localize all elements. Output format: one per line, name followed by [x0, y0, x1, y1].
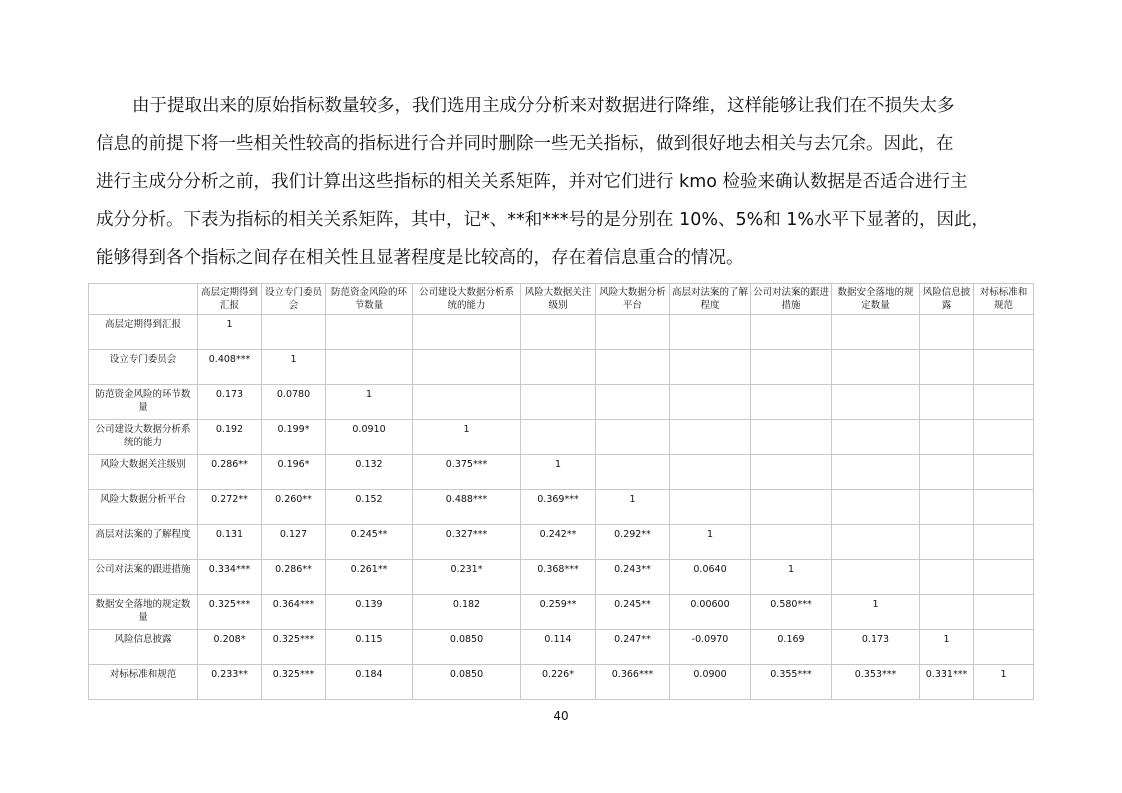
row-header-cell: 风险大数据分析平台 [89, 490, 198, 525]
table-cell: 0.131 [198, 525, 262, 560]
table-cell: 0.242** [521, 525, 596, 560]
row-header-cell: 对标标准和规范 [89, 665, 198, 700]
table-cell: 0.325*** [262, 630, 326, 665]
table-cell: 0.208* [198, 630, 262, 665]
table-cell [974, 595, 1034, 630]
table-row [89, 385, 1034, 420]
row-header-cell: 防范资金风险的环节数量 [89, 385, 198, 420]
table-cell: 1 [596, 490, 670, 525]
row-header-cell: 公司对法案的跟进措施 [89, 560, 198, 595]
table-cell [832, 455, 920, 490]
paragraph-line: 进行主成分分析之前，我们计算出这些指标的相关关系矩阵，并对它们进行 kmo 检验来确认数据是否适合进行主 [96, 172, 968, 192]
column-header: 公司对法案的跟进措施 [751, 284, 832, 315]
table-cell: 0.260** [262, 490, 326, 525]
table-cell: 0.139 [326, 595, 413, 630]
table-cell: 0.182 [413, 595, 521, 630]
table-cell: 0.0640 [670, 560, 751, 595]
table-cell: 0.115 [326, 630, 413, 665]
row-header-cell: 公司建设大数据分析系统的能力 [89, 420, 198, 455]
table-cell [670, 385, 751, 420]
table-cell: 1 [920, 630, 974, 665]
column-header: 风险大数据分析平台 [596, 284, 670, 315]
column-header: 设立专门委员会 [262, 284, 326, 315]
row-header-cell: 高层对法案的了解程度 [89, 525, 198, 560]
table-cell: 0.245** [326, 525, 413, 560]
table-cell [751, 385, 832, 420]
table-cell: 0.132 [326, 455, 413, 490]
table-cell [832, 490, 920, 525]
table-cell: 0.327*** [413, 525, 521, 560]
table-cell [974, 490, 1034, 525]
table-cell [596, 315, 670, 350]
table-cell: 0.00600 [670, 595, 751, 630]
table-cell [596, 455, 670, 490]
table-cell: 0.331*** [920, 665, 974, 700]
paragraph-line: 信息的前提下将一些相关性较高的指标进行合并同时删除一些无关指标，做到很好地去相关与去冗余。因此，在 [96, 134, 954, 154]
table-row [89, 595, 1034, 630]
table-body [89, 315, 1034, 700]
table-cell [920, 420, 974, 455]
table-cell [413, 385, 521, 420]
table-cell: 0.114 [521, 630, 596, 665]
table-cell [326, 315, 413, 350]
header-corner-cell [89, 284, 198, 315]
table-cell [521, 350, 596, 385]
table-cell [974, 420, 1034, 455]
table-cell: 1 [521, 455, 596, 490]
table-row [89, 350, 1034, 385]
column-header: 高层定期得到汇报 [198, 284, 262, 315]
table-cell: 0.261** [326, 560, 413, 595]
table-cell [596, 420, 670, 455]
table-cell [832, 420, 920, 455]
table-cell [832, 315, 920, 350]
table-cell: 0.245** [596, 595, 670, 630]
table-cell [974, 385, 1034, 420]
table-cell: 0.369*** [521, 490, 596, 525]
table-cell: 0.173 [832, 630, 920, 665]
table-cell: 0.152 [326, 490, 413, 525]
table-cell: 0.292** [596, 525, 670, 560]
table-cell [974, 630, 1034, 665]
table-cell [832, 385, 920, 420]
table-cell: 0.169 [751, 630, 832, 665]
header-row [89, 284, 1034, 315]
table-cell: 0.243** [596, 560, 670, 595]
table-cell: 0.0780 [262, 385, 326, 420]
table-cell: 0.259** [521, 595, 596, 630]
table-cell [751, 350, 832, 385]
table-cell [751, 455, 832, 490]
table-cell [974, 455, 1034, 490]
table-cell: 1 [832, 595, 920, 630]
table-cell: 1 [670, 525, 751, 560]
table-cell [974, 525, 1034, 560]
table-cell [670, 420, 751, 455]
table-cell: 0.192 [198, 420, 262, 455]
table-cell: 0.286** [198, 455, 262, 490]
body-paragraph [96, 87, 1030, 277]
row-header-cell: 数据安全落地的规定数量 [89, 595, 198, 630]
table-cell: 0.233** [198, 665, 262, 700]
table-cell: 1 [413, 420, 521, 455]
table-cell: 0.196* [262, 455, 326, 490]
page-number: 40 [553, 709, 569, 723]
paragraph-line: 由于提取出来的原始指标数量较多，我们选用主成分分析来对数据进行降维，这样能够让我们在不损失太多 [132, 96, 955, 116]
table-cell: 0.334*** [198, 560, 262, 595]
table-cell [920, 490, 974, 525]
table-cell [670, 350, 751, 385]
table-cell: 0.375*** [413, 455, 521, 490]
table-cell: -0.0970 [670, 630, 751, 665]
table-cell [974, 560, 1034, 595]
table-cell [596, 350, 670, 385]
paragraph-line: 成分分析。下表为指标的相关关系矩阵，其中，记*、**和***号的是分别在 10%、5%和 1%水平下显著的，因此， [96, 210, 990, 230]
table-cell: 0.173 [198, 385, 262, 420]
table-cell: 0.325*** [198, 595, 262, 630]
table-cell: 1 [751, 560, 832, 595]
table-cell [920, 525, 974, 560]
table-cell: 0.488*** [413, 490, 521, 525]
table-cell [670, 490, 751, 525]
column-header: 公司建设大数据分析系统的能力 [413, 284, 521, 315]
table-row [89, 490, 1034, 525]
column-header: 防范资金风险的环节数量 [326, 284, 413, 315]
table-cell [262, 315, 326, 350]
table-cell [521, 420, 596, 455]
table-cell [413, 315, 521, 350]
table-cell: 0.286** [262, 560, 326, 595]
table-cell [832, 560, 920, 595]
column-header: 对标标准和规范 [974, 284, 1034, 315]
table-cell: 0.272** [198, 490, 262, 525]
table-cell: 0.408*** [198, 350, 262, 385]
table-cell: 0.368*** [521, 560, 596, 595]
table-row [89, 315, 1034, 350]
table-cell: 0.231* [413, 560, 521, 595]
table-row [89, 560, 1034, 595]
column-header: 数据安全落地的规定数量 [832, 284, 920, 315]
correlation-matrix-table [88, 283, 1034, 700]
table-cell [920, 350, 974, 385]
row-header-cell: 风险信息披露 [89, 630, 198, 665]
table-cell [832, 350, 920, 385]
table-cell [920, 455, 974, 490]
table-cell: 0.366*** [596, 665, 670, 700]
table-cell [326, 350, 413, 385]
table-cell [751, 315, 832, 350]
table-cell: 0.325*** [262, 665, 326, 700]
table-cell [832, 525, 920, 560]
table-cell [751, 490, 832, 525]
table-cell [920, 560, 974, 595]
table-cell [413, 350, 521, 385]
table-cell: 0.0850 [413, 630, 521, 665]
table-row [89, 455, 1034, 490]
table-row [89, 525, 1034, 560]
table-cell: 0.355*** [751, 665, 832, 700]
table-cell [920, 385, 974, 420]
table-cell: 0.0900 [670, 665, 751, 700]
row-header-cell: 设立专门委员会 [89, 350, 198, 385]
table-cell: 0.364*** [262, 595, 326, 630]
table-cell: 1 [262, 350, 326, 385]
table-cell: 0.226* [521, 665, 596, 700]
table-cell: 0.127 [262, 525, 326, 560]
table-cell [521, 315, 596, 350]
table-cell: 0.0910 [326, 420, 413, 455]
table-cell: 0.184 [326, 665, 413, 700]
table-cell [920, 315, 974, 350]
table-cell [670, 315, 751, 350]
table-cell [596, 385, 670, 420]
table-cell [920, 595, 974, 630]
table-cell [670, 455, 751, 490]
row-header-cell: 风险大数据关注级别 [89, 455, 198, 490]
column-header: 风险大数据关注级别 [521, 284, 596, 315]
column-header: 风险信息披露 [920, 284, 974, 315]
table-cell: 1 [326, 385, 413, 420]
column-header: 高层对法案的了解程度 [670, 284, 751, 315]
paragraph-line: 能够得到各个指标之间存在相关性且显著程度是比较高的，存在着信息重合的情况。 [96, 248, 744, 268]
table-cell: 0.247** [596, 630, 670, 665]
table-cell [751, 420, 832, 455]
table-header [89, 284, 1034, 315]
table-cell: 1 [974, 665, 1034, 700]
table-cell: 0.199* [262, 420, 326, 455]
table-cell [974, 350, 1034, 385]
row-header-cell: 高层定期得到汇报 [89, 315, 198, 350]
table-cell: 0.353*** [832, 665, 920, 700]
table-cell [521, 385, 596, 420]
table-cell: 1 [198, 315, 262, 350]
table-row [89, 630, 1034, 665]
table-cell [751, 525, 832, 560]
table-cell [974, 315, 1034, 350]
table-cell: 0.580*** [751, 595, 832, 630]
table-row [89, 420, 1034, 455]
table-cell: 0.0850 [413, 665, 521, 700]
table-row [89, 665, 1034, 700]
